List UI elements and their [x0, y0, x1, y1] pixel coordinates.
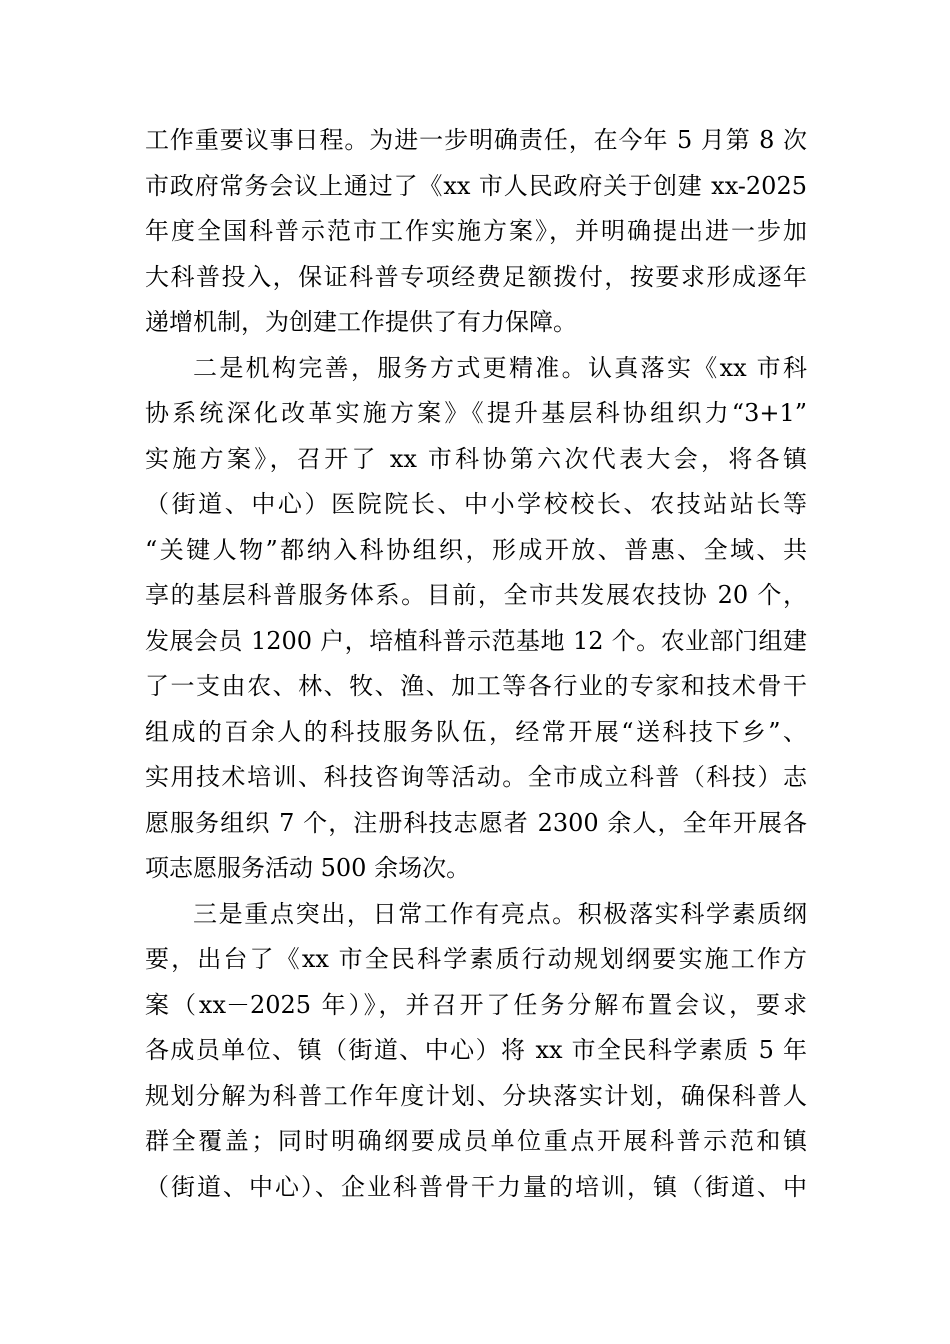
text-line: 愿服务组织 7 个，注册科技志愿者 2300 余人，全年开展各 — [145, 808, 807, 837]
paragraph-1 — [145, 118, 807, 346]
text-line: 年度全国科普示范市工作实施方案》，并明确提出进一步加 — [145, 217, 807, 245]
text-line: 规划分解为科普工作年度计划、分块落实计划，确保科普人 — [145, 1081, 807, 1110]
text-line: 大科普投入，保证科普专项经费足额拨付，按要求形成逐年 — [145, 262, 807, 291]
text-line: 了一支由农、林、牧、渔、加工等各行业的专家和技术骨干 — [145, 672, 807, 700]
paragraph-3 — [145, 892, 807, 1211]
text-line: 案（xx－2025 年）》，并召开了任务分解布置会议，要求 — [145, 990, 807, 1019]
text-line: 群全覆盖；同时明确纲要成员单位重点开展科普示范和镇 — [145, 1127, 807, 1155]
text-line: 组成的百余人的科技服务队伍，经常开展“送科技下乡”、 — [145, 717, 807, 746]
document-body — [145, 118, 807, 1210]
text-line: （街道、中心）医院院长、中小学校校长、农技站站长等 — [145, 490, 807, 518]
text-line: （街道、中心）、企业科普骨干力量的培训，镇（街道、中 — [145, 1172, 807, 1201]
text-line: 三是重点突出，日常工作有亮点。积极落实科学素质纲 — [193, 899, 807, 928]
text-line: 协系统深化改革实施方案》《提升基层科协组织力“3+1” — [145, 399, 807, 427]
text-line: 工作重要议事日程。为进一步明确责任，在今年 5 月第 8 次 — [145, 126, 807, 154]
text-line: 二是机构完善，服务方式更精准。认真落实《xx 市科 — [193, 353, 807, 382]
text-line: 各成员单位、镇（街道、中心）将 xx 市全民科学素质 5 年 — [145, 1036, 807, 1064]
text-line: 项志愿服务活动 500 余场次。 — [145, 854, 471, 882]
text-line: “关键人物”都纳入科协组织，形成开放、普惠、全域、共 — [145, 535, 807, 564]
text-line: 发展会员 1200 户，培植科普示范基地 12 个。农业部门组建 — [145, 626, 807, 655]
text-line: 实用技术培训、科技咨询等活动。全市成立科普（科技）志 — [145, 763, 807, 791]
text-line: 实施方案》，召开了 xx 市科协第六次代表大会，将各镇 — [145, 444, 807, 473]
text-line: 享的基层科普服务体系。目前，全市共发展农技协 20 个， — [145, 581, 807, 609]
text-line: 要，出台了《xx 市全民科学素质行动规划纲要实施工作方 — [145, 945, 807, 973]
text-line: 递增机制，为创建工作提供了有力保障。 — [145, 308, 577, 336]
text-line: 市政府常务会议上通过了《xx 市人民政府关于创建 xx-2025 — [145, 171, 807, 200]
paragraph-2 — [145, 346, 807, 892]
